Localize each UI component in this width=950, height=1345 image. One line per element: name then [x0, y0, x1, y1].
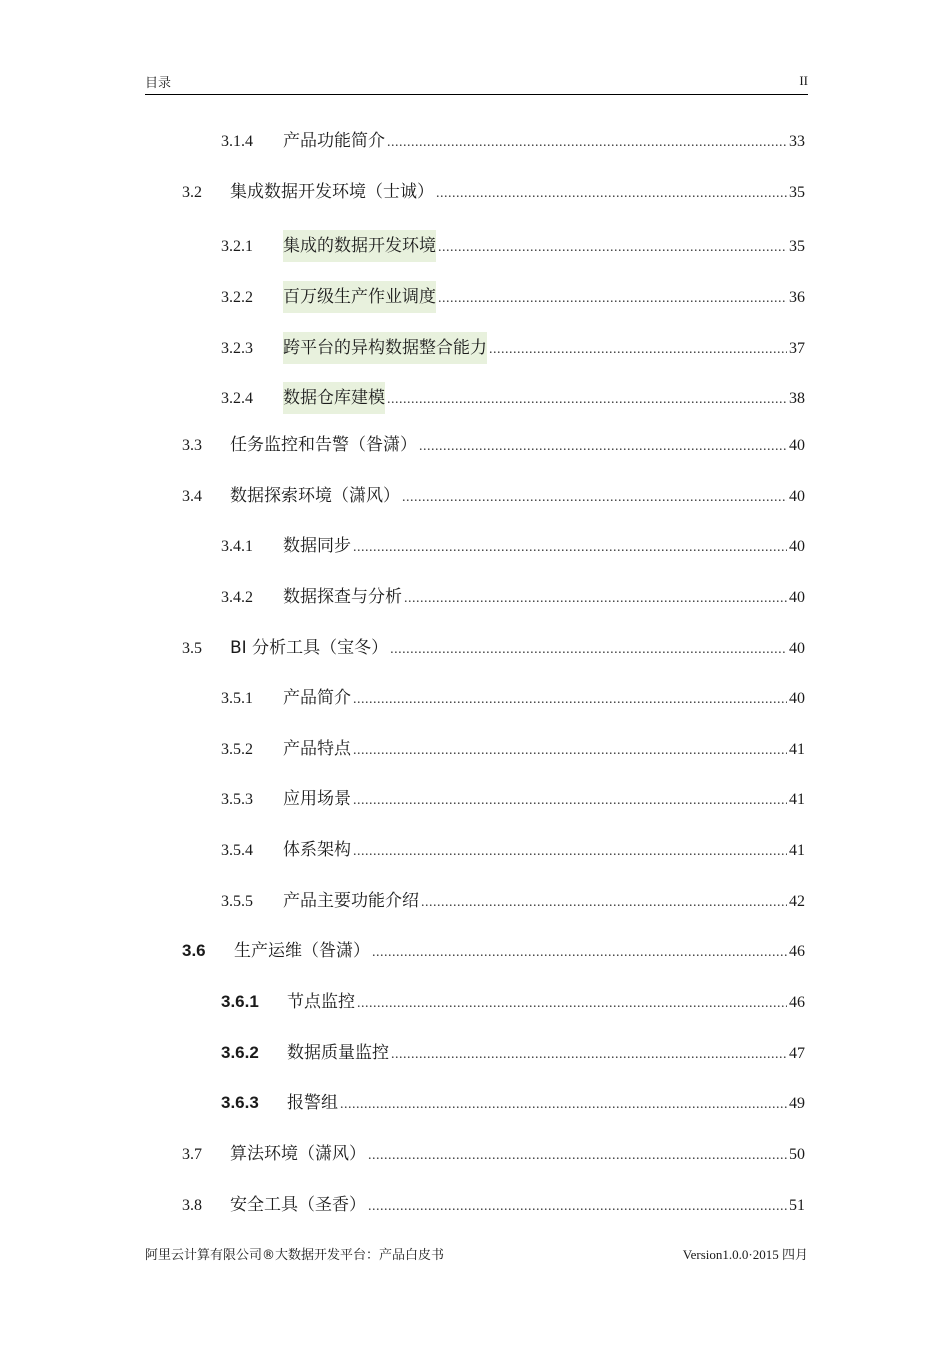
- toc-entry-number: 3.2: [182, 184, 202, 201]
- toc-entry-number: 3.8: [182, 1197, 202, 1214]
- toc-dot-leader: [353, 688, 787, 712]
- toc-entry-page: 40: [789, 690, 805, 707]
- toc-entry-page: 49: [789, 1095, 805, 1112]
- toc-entry-title: 产品简介: [283, 688, 351, 708]
- toc-entry-page: 46: [789, 943, 805, 960]
- toc-entry-title: 安全工具（圣香）: [230, 1195, 366, 1215]
- toc-dot-leader: [390, 638, 787, 662]
- toc-dot-leader: [372, 941, 787, 965]
- toc-entry-page: 41: [789, 791, 805, 808]
- toc-entry-number: 3.6.1: [221, 992, 259, 1011]
- toc-entry-page: 40: [789, 437, 805, 454]
- toc-entry[interactable]: [221, 382, 805, 406]
- toc-entry-page: 41: [789, 842, 805, 859]
- toc-entry[interactable]: [221, 332, 805, 356]
- header-page-number: II: [799, 73, 808, 88]
- toc-dot-leader: [357, 992, 787, 1016]
- toc-entry-number: 3.7: [182, 1146, 202, 1163]
- toc-entry[interactable]: [182, 636, 805, 660]
- toc-entry-number: 3.2.1: [221, 238, 253, 255]
- toc-entry[interactable]: [182, 484, 805, 508]
- toc-entry-number: 3.2.2: [221, 289, 253, 306]
- toc-dot-leader: [402, 486, 787, 510]
- toc-entry-number: 3.5.2: [221, 741, 253, 758]
- toc-entry-number: 3.5.5: [221, 893, 253, 910]
- toc-entry-page: 41: [789, 741, 805, 758]
- toc-entry[interactable]: [221, 787, 805, 811]
- toc-entry-number: 3.5.3: [221, 791, 253, 808]
- toc-entry-title: 应用场景: [283, 789, 351, 809]
- toc-entry[interactable]: [221, 281, 805, 305]
- toc-entry[interactable]: [221, 1091, 805, 1115]
- toc-dot-leader: [387, 388, 787, 412]
- toc-entry[interactable]: [182, 180, 805, 204]
- toc-entry-number: 3.5.4: [221, 842, 253, 859]
- toc-dot-leader: [353, 789, 787, 813]
- toc-entry-number: 3.6.2: [221, 1043, 259, 1062]
- toc-entry-number: 3.1.4: [221, 133, 253, 150]
- toc-entry-page: 36: [789, 289, 805, 306]
- toc-entry-number: 3.4.2: [221, 589, 253, 606]
- toc-entry-page: 37: [789, 340, 805, 357]
- toc-entry-page: 40: [789, 488, 805, 505]
- toc-dot-leader: [404, 587, 787, 611]
- toc-dot-leader: [353, 536, 787, 560]
- toc-dot-leader: [489, 338, 787, 362]
- toc-dot-leader: [438, 287, 787, 311]
- toc-dot-leader: [436, 182, 787, 206]
- toc-entry-page: 51: [789, 1197, 805, 1214]
- toc-entry-page: 46: [789, 994, 805, 1011]
- toc-entry-title: 百万级生产作业调度: [283, 281, 436, 313]
- toc-entry[interactable]: [221, 889, 805, 913]
- toc-entry[interactable]: [182, 433, 805, 457]
- toc-entry-number: 3.2.4: [221, 390, 253, 407]
- toc-entry[interactable]: [221, 1041, 805, 1065]
- toc-entry-title: 任务监控和告警（昝潇）: [230, 435, 417, 455]
- toc-entry-title: 产品特点: [283, 739, 351, 759]
- toc-entry-title: 跨平台的异构数据整合能力: [283, 332, 487, 364]
- toc-entry-number: 3.6: [182, 941, 206, 960]
- toc-entry[interactable]: [221, 686, 805, 710]
- toc-entry-page: 38: [789, 390, 805, 407]
- toc-dot-leader: [438, 236, 787, 260]
- toc-entry-title: 数据仓库建模: [283, 382, 385, 414]
- toc-entry-title: 数据探索环境（潇风）: [230, 486, 400, 506]
- toc-entry-number: 3.2.3: [221, 340, 253, 357]
- toc-entry[interactable]: [221, 737, 805, 761]
- toc-entry-number: 3.5: [182, 640, 202, 657]
- toc-entry-page: 50: [789, 1146, 805, 1163]
- toc-dot-leader: [353, 840, 787, 864]
- toc-entry-title: BI 分析工具（宝冬）: [230, 638, 389, 658]
- toc-entry-page: 40: [789, 640, 805, 657]
- toc-entry-title: 产品主要功能介绍: [283, 891, 419, 911]
- toc-entry-number: 3.6.3: [221, 1093, 259, 1112]
- toc-entry-page: 35: [789, 238, 805, 255]
- toc-entry[interactable]: [221, 838, 805, 862]
- toc-entry-title: 生产运维（昝潇）: [234, 941, 370, 961]
- toc-dot-leader: [353, 739, 787, 763]
- toc-entry-title: 算法环境（潇风）: [230, 1144, 366, 1164]
- toc-entry-title: 数据探查与分析: [283, 587, 402, 607]
- toc-entry[interactable]: [221, 990, 805, 1014]
- toc-entry-number: 3.4: [182, 488, 202, 505]
- toc-entry-title: 节点监控: [287, 992, 355, 1012]
- toc-dot-leader: [368, 1144, 787, 1168]
- toc-entry-page: 33: [789, 133, 805, 150]
- header-section-title: 目录: [145, 76, 172, 91]
- toc-entry-title: 体系架构: [283, 840, 351, 860]
- toc-entry-page: 47: [789, 1045, 805, 1062]
- toc-dot-leader: [368, 1195, 787, 1219]
- toc-entry-page: 35: [789, 184, 805, 201]
- toc-entry[interactable]: [182, 1142, 805, 1166]
- toc-entry-page: 40: [789, 538, 805, 555]
- toc-entry-title: 产品功能简介: [283, 131, 385, 151]
- footer-document-title: 阿里云计算有限公司®大数据开发平台：产品白皮书: [145, 1248, 445, 1263]
- toc-entry-number: 3.4.1: [221, 538, 253, 555]
- toc-entry[interactable]: [182, 939, 805, 963]
- toc-entry[interactable]: [182, 1193, 805, 1217]
- toc-entry[interactable]: [221, 129, 805, 153]
- toc-entry-title: 集成数据开发环境（士诚）: [230, 182, 434, 202]
- toc-entry-title: 集成的数据开发环境: [283, 230, 436, 262]
- page-header: [145, 70, 808, 95]
- page-footer: [145, 1244, 808, 1264]
- toc-entry-title: 数据质量监控: [287, 1043, 389, 1063]
- toc-dot-leader: [391, 1043, 787, 1067]
- toc-entry-number: 3.5.1: [221, 690, 253, 707]
- toc-dot-leader: [340, 1093, 787, 1117]
- toc-dot-leader: [387, 131, 787, 155]
- toc-entry-title: 报警组: [287, 1093, 338, 1113]
- toc-entry-page: 40: [789, 589, 805, 606]
- toc-entry[interactable]: [221, 230, 805, 254]
- toc-entry-title: 数据同步: [283, 536, 351, 556]
- toc-entry[interactable]: [221, 534, 805, 558]
- footer-version: Version1.0.0·2015 四月: [682, 1247, 808, 1262]
- toc-dot-leader: [421, 891, 787, 915]
- toc-dot-leader: [419, 435, 787, 459]
- toc-entry-number: 3.3: [182, 437, 202, 454]
- toc-entry-page: 42: [789, 893, 805, 910]
- toc-entry[interactable]: [221, 585, 805, 609]
